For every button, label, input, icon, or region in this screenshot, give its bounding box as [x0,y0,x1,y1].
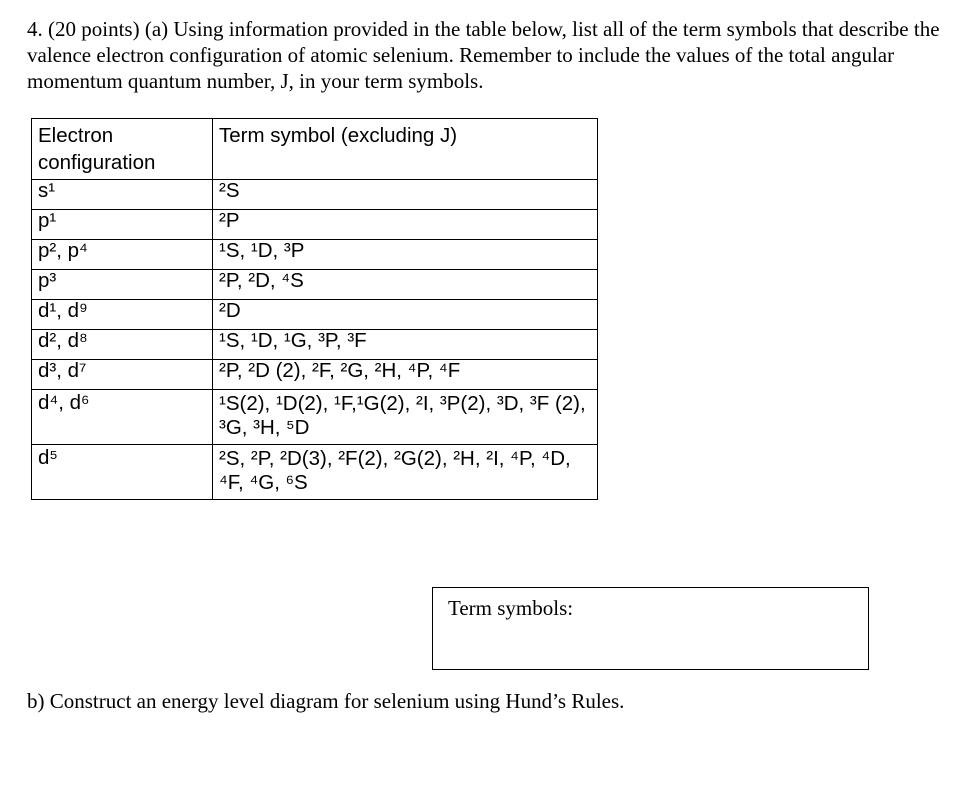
term-cell: ²P, ²D, ⁴S [213,270,598,300]
config-cell: p³ [32,270,213,300]
header-electron-configuration: Electron configuration [32,119,213,180]
term-symbol-table [31,118,598,500]
table-row [32,270,598,300]
term-cell: ¹S(2), ¹D(2), ¹F,¹G(2), ²I, ³P(2), ³D, ³F (2), ³G, ³H, ⁵D [213,390,598,445]
answer-box-label: Term symbols: [448,596,574,620]
table-row [32,390,598,445]
question-text: 4. (20 points) (a) Using information provided in the table below, list all of the term symbols that describe the valence electron configuration of atomic selenium. Remember to include the values of the total angular momentum quantum number, J, in your term symbols. [27,17,940,93]
config-cell: s¹ [32,180,213,210]
config-cell: d⁵ [32,445,213,500]
term-cell: ²P, ²D (2), ²F, ²G, ²H, ⁴P, ⁴F [213,360,598,390]
config-cell: d², d⁸ [32,330,213,360]
table-row [32,360,598,390]
table-row [32,300,598,330]
config-cell: d⁴, d⁶ [32,390,213,445]
term-cell: ¹S, ¹D, ³P [213,240,598,270]
table-row [32,240,598,270]
term-cell: ²S, ²P, ²D(3), ²F(2), ²G(2), ²H, ²I, ⁴P, ⁴D, ⁴F, ⁴G, ⁶S [213,445,598,500]
term-symbols-answer-box[interactable] [432,587,869,670]
table-row [32,445,598,500]
term-cell: ²S [213,180,598,210]
term-cell: ¹S, ¹D, ¹G, ³P, ³F [213,330,598,360]
table-header-row [32,119,598,180]
header-term-symbol: Term symbol (excluding J) [213,119,598,180]
term-cell: ²P [213,210,598,240]
table-row [32,180,598,210]
config-cell: p², p⁴ [32,240,213,270]
term-cell: ²D [213,300,598,330]
table-row [32,210,598,240]
config-cell: p¹ [32,210,213,240]
config-cell: d³, d⁷ [32,360,213,390]
config-cell: d¹, d⁹ [32,300,213,330]
table-row [32,330,598,360]
part-b-text: b) Construct an energy level diagram for selenium using Hund’s Rules. [27,689,625,713]
